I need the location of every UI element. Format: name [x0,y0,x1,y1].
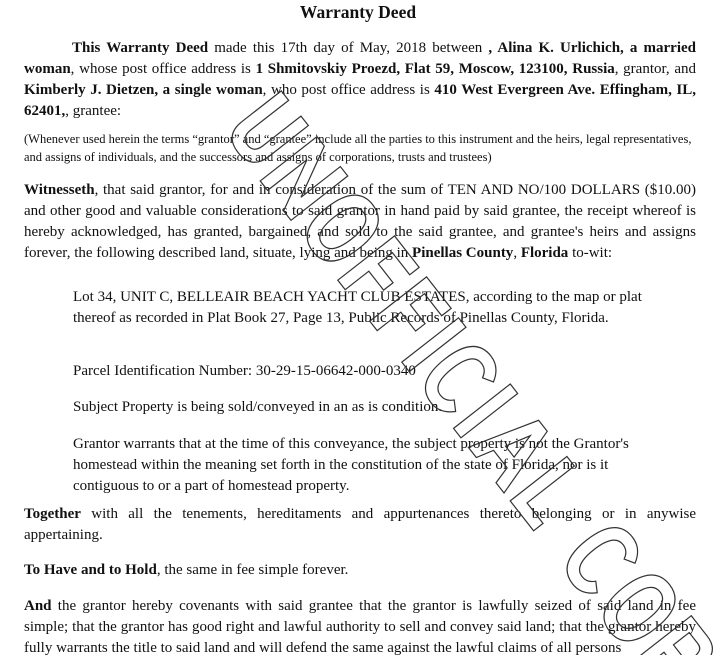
grantor-name: , Alina K. Urlichich, a married woman [24,40,696,77]
habendum-text: , the same in fee simple forever. [156,562,349,578]
intro-lead: This Warranty Deed [72,40,209,56]
grantee-word: , grantee: [65,103,122,119]
witnesseth-text: , that said grantor, for and in consideration of the sum of TEN AND NO/100 DOLLARS ($10.00) and other good and valuable considerations to said grantor in hand paid by said grantee, the receipt whereof is hereby acknowledged, has granted, bargained, and sold to the said grantee, and grantee's heirs and assigns forever, the following described land, situate, lying and being in [24,182,696,261]
habendum-clause [24,560,696,581]
intro-date: made this 17th day of May, 2018 between [208,40,489,56]
witnesseth-tail: to-wit: [568,245,613,261]
covenant-clause [24,596,696,655]
county-name: Pinellas County [412,245,514,261]
legal-description: Lot 34, UNIT C, BELLEAIR BEACH YACHT CLUB ESTATES, according to the map or plat thereof as recorded in Plat Book 27, Page 13, Public Records of Pinellas County, Florida. [73,289,642,326]
as-is-condition: Subject Property is being sold/conveyed in an as is condition. [73,399,443,415]
grantor-address-label: , whose post office address is [70,61,256,77]
grantor-word: , grantor, and [614,61,696,77]
intro-paragraph [24,38,696,122]
grantor-address: 1 Shmitovskiy Proezd, Flat 59, Moscow, 123100, Russia [255,61,615,77]
definitions-note: (Whenever used herein the terms “grantor” and “grantee” include all the parties to this instrument and the heirs, legal representatives, and assigns of individuals, and the successors and assigns of corporations, trusts and trustees) [24,132,692,164]
grantee-name: Kimberly J. Dietzen, a single woman [24,82,263,98]
state-name: Florida [520,245,569,261]
document-title: Warranty Deed [299,2,417,22]
witnesseth-lead: Witnesseth [24,182,95,198]
parcel-id: Parcel Identification Number: 30-29-15-06642-000-0340 [73,363,416,379]
witnesseth-paragraph [24,180,696,264]
homestead-warranty: Grantor warrants that at the time of this conveyance, the subject property is not the Grantor's homestead within the meaning set forth in the constitution of the state of Florida, nor is it contiguous to or a part of homestead property. [73,436,629,494]
covenant-text: the grantor hereby covenants with said grantee that the grantor is lawfully seized of said land in fee simple; that the grantor has good right and lawful authority to sell and convey said land; that the grantor hereby fully warrants the title to said land and will defend the same against the lawful claims of all persons [24,598,696,655]
witnesseth-sep: , [513,245,521,261]
covenant-lead: And [24,598,52,614]
habendum-lead: To Have and to Hold [24,562,157,578]
grantee-address: 410 West Evergreen Ave. Effingham, IL, 62401, [24,82,696,119]
together-text: with all the tenements, hereditaments and appurtenances thereto belonging or in anywise appertaining. [24,506,696,543]
grantee-address-label: , who post office address is [262,82,435,98]
together-lead: Together [24,506,81,522]
together-clause [24,504,696,546]
